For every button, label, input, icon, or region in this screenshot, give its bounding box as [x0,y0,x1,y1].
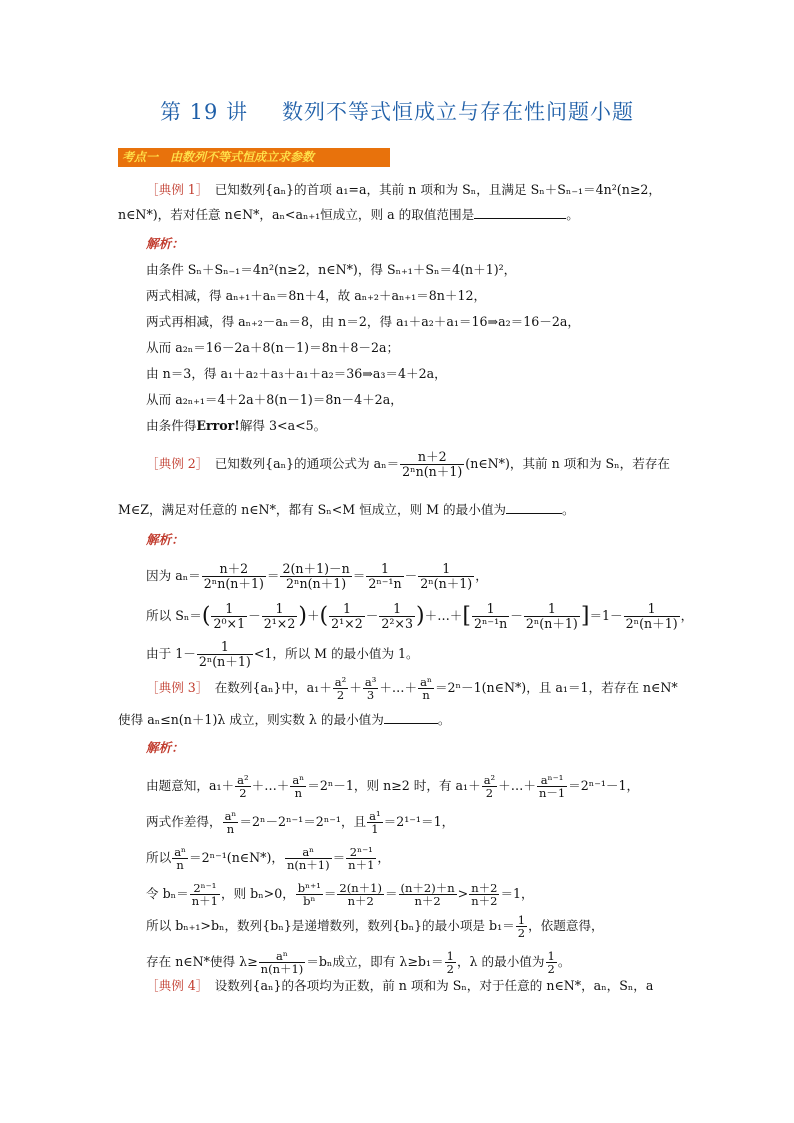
answer-blank [506,512,562,514]
ex1-sol-6: 从而 a₂ₙ₊₁＝4＋2a＋8(n－1)＝8n－4＋2a， [146,392,403,407]
error-text: Error! [196,418,240,433]
page-title [0,96,794,126]
ex3-sol-5: 所以 bₙ₊₁>bₙ，数列{bₙ}是递增数列，数列{bₙ}的最小项是 b₁＝ $\frac{1}{2}$ ，依题意得， [146,913,604,940]
lecture-number: 第 19 讲 [159,100,249,124]
ex2-solution-label: 解析： [146,532,184,547]
ex1-sol-4: 从而 a₂ₙ＝16－2a＋8(n－1)＝8n＋8－2a； [146,340,400,355]
ex1-sol-5: 由 n＝3，得 a₁＋a₂＋a₃＋a₁＋a₂＝36⇒a₃＝4＋2a， [146,366,447,381]
ex4-question-line-1: ［典例 4］ 设数列{aₙ}的各项均为正数，前 n 项和为 Sₙ，对于任意的 n∈N*，aₙ，Sₙ，a [146,978,654,993]
ex4-label: ［典例 4］ [146,978,203,993]
ex2-sol-2: 所以 Sₙ＝( $\frac{1}{\text{2⁰×1}}$ － $\frac{1}{\text{2¹×2}}$ )＋( $\frac{1}{\text{2¹×2}}$ － $\frac{1}{\text{2²×3}}$ )＋…＋[ $\frac{1}{\text{2ⁿ⁻¹n}}$ － $\frac{1}{\text{2ⁿ(n＋1)}}$ ]＝1－ $\frac{1}{\text{2ⁿ(n＋1)}}$ ， [146,601,694,631]
answer-blank [384,722,438,724]
ex2-label: ［典例 2］ [146,456,203,471]
ex1-solution-label: 解析： [146,236,184,251]
ex3-sol-2: 两式作差得， $\frac{\text{aⁿ}}{n}$ ＝2ⁿ－2ⁿ⁻¹＝2ⁿ⁻¹，且 $\frac{\text{a¹}}{1}$ ＝2¹⁻¹＝1， [146,809,455,836]
ex1-sol-1: 由条件 Sₙ＋Sₙ₋₁＝4n²(n≥2，n∈N*)，得 Sₙ₊₁＋Sₙ＝4(n＋1)²， [146,262,517,277]
ex3-question-line-2: 使得 aₙ≤n(n＋1)λ 成立，则实数 λ 的最小值为 。 [118,712,451,727]
ex3-question-line-1: ［典例 3］ 在数列{aₙ}中，a₁＋ $\frac{\text{a²}}{2}$ ＋ $\frac{\text{a³}}{3}$ ＋…＋ $\frac{\text{aⁿ}}{n}$ ＝2ⁿ－1(n∈N*)，且 a₁＝1，若存在 n∈N* [146,675,678,702]
topic-bar: 考点一 由数列不等式恒成立求参数 [118,148,390,167]
ex3-sol-4: 令 bₙ＝ $\frac{\text{2ⁿ⁻¹}}{n+1}$ ，则 bₙ>0， $\frac{\text{bⁿ⁺¹}}{\text{bⁿ}}$ ＝ $\frac{2(n+1)}{n+2}$ ＝ $\frac{(n+2)+n}{n+2}$ > $\frac{n+2}{n+2}$ ＝1， [146,881,534,908]
ex2-question-line-2: M∈Z，满足对任意的 n∈N*，都有 Sₙ<M 恒成立，则 M 的最小值为 。 [118,502,575,517]
lecture-topic: 数列不等式恒成立与存在性问题小题 [282,100,635,124]
ex3-sol-3: 所以 $\frac{\text{aⁿ}}{n}$ ＝2ⁿ⁻¹(n∈N*)， $\frac{\text{aⁿ}}{n(n+1)}$ ＝ $\frac{\text{2ⁿ⁻¹}}{n+1}$ ， [146,845,390,872]
ex3-label: ［典例 3］ [146,680,203,695]
ex3-solution-label: 解析： [146,740,184,755]
fraction: $\frac{n+2}{\text{2ⁿn(n＋1)}}$ [402,449,463,479]
ex1-sol-7: 由条件得Error!解得 3<a<5。 [146,418,327,433]
answer-blank [474,217,566,219]
ex2-sol-3: 由于 1－ $\frac{1}{\text{2ⁿ(n＋1)}}$ <1，所以 M 的最小值为 1。 [146,639,419,669]
ex3-sol-6: 存在 n∈N*使得 λ≥ $\frac{\text{aⁿ}}{n(n+1)}$ ＝bₙ成立，即有 λ≥b₁＝ $\frac{1}{2}$ ，λ 的最小值为 $\frac{1}{2}$ 。 [146,949,571,976]
ex1-label: ［典例 1］ [146,182,203,197]
ex1-question-line-2: n∈N*)，若对任意 n∈N*，aₙ<aₙ₊₁恒成立，则 a 的取值范围是 。 [118,207,579,222]
ex1-sol-3: 两式再相减，得 aₙ₊₂－aₙ＝8，由 n＝2，得 a₁＋a₂＋a₁＝16⇒a₂＝16－2a， [146,314,580,329]
ex1-sol-2: 两式相减，得 aₙ₊₁＋aₙ＝8n＋4，故 aₙ₊₂＋aₙ₊₁＝8n＋12， [146,288,487,303]
ex3-sol-1: 由题意知，a₁＋ $\frac{\text{a²}}{2}$ ＋…＋ $\frac{\text{aⁿ}}{n}$ ＝2ⁿ－1，则 n≥2 时，有 a₁＋ $\frac{\text{a²}}{2}$ ＋…＋ $\frac{\text{aⁿ⁻¹}}{n-1}$ ＝2ⁿ⁻¹－1， [146,773,640,800]
ex2-question-line-1: ［典例 2］ 已知数列{aₙ}的通项公式为 aₙ＝ $\frac{n+2}{\text{2ⁿn(n＋1)}}$ (n∈N*)，其前 n 项和为 Sₙ，若存在 [146,449,671,479]
ex2-sol-1: 因为 aₙ＝ $\frac{n+2}{\text{2ⁿn(n＋1)}}$ ＝ $\frac{2(n+1)-n}{\text{2ⁿn(n＋1)}}$ ＝ $\frac{1}{\text{2ⁿ⁻¹n}}$ － $\frac{1}{\text{2ⁿ(n＋1)}}$ ， [146,561,488,591]
ex1-question-line-1: ［典例 1］ 已知数列{aₙ}的首项 a₁=a，其前 n 项和为 Sₙ，且满足 Sₙ＋Sₙ₋₁＝4n²(n≥2， [146,182,661,197]
